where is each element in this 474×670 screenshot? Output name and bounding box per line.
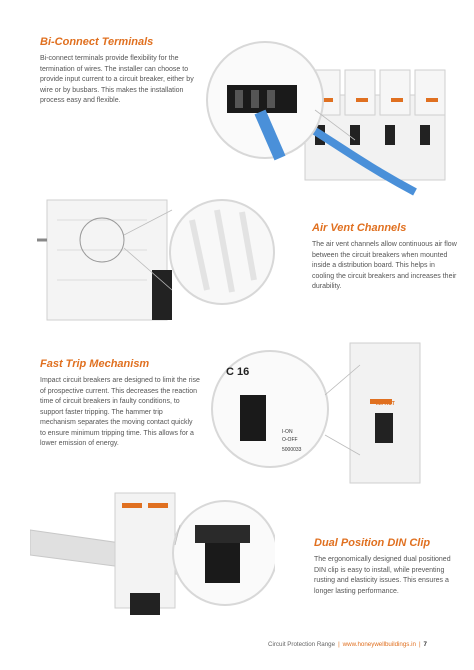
footer-doc-name: Circuit Protection Range: [268, 641, 336, 648]
din-clip-section: [314, 537, 459, 597]
toggle-lever: [240, 395, 266, 441]
air-vent-title: Air Vent Channels: [312, 222, 407, 234]
breaker-row: [305, 70, 445, 180]
on-label: I-ON: [282, 429, 293, 435]
fast-trip-section: [40, 358, 200, 450]
bi-connect-section: [40, 36, 200, 107]
page-footer: Circuit Protection Range | www.honeywellbuildings.in | 7: [268, 641, 427, 648]
fast-trip-body: Impact circuit breakers are designed to limit the rise of prospective current. This decreases the reaction time of circuit breakers in faulty conditions, to support faster tripping. The hammer trip mechanism separates the moving contact quickly to ensure minimum tripping time. This allows for a lower emission of energy.: [40, 377, 200, 447]
bi-connect-title: Bi-Connect Terminals: [40, 36, 154, 48]
fast-trip-mechanism-image: [210, 335, 435, 485]
brand-label: IMPACT: [376, 401, 395, 407]
din-clip-title: Dual Position DIN Clip: [314, 537, 431, 549]
din-clip-body: The ergonomically designed dual positioned DIN clip is easy to install, while preventing rusting and elasticity issues. This ensures a longer lasting performance.: [314, 556, 451, 595]
breaker-side: [47, 200, 167, 320]
footer-url[interactable]: www.honeywellbuildings.in: [342, 641, 416, 648]
rating-label: C 16: [226, 366, 250, 378]
din-clip: [205, 543, 240, 583]
bi-connect-body: Bi-connect terminals provide flexibility for the termination of wires. The installer can choose to provide input current to a circuit breaker, either by wire or by busbars. This makes the installation process easy and flexible.: [40, 55, 194, 104]
page-number: 7: [423, 641, 427, 648]
air-vent-body: The air vent channels allow continuous air flow between the circuit breakers when mounted inside a distribution board. This helps in cooling the circuit breakers and increases their durability.: [312, 241, 457, 290]
fast-trip-title: Fast Trip Mechanism: [40, 358, 150, 370]
double-breaker: [115, 493, 175, 608]
air-vent-channels-image: [32, 180, 277, 340]
air-vent-section: [312, 222, 457, 293]
bi-connect-terminals-image: [205, 40, 455, 200]
off-label: O-OFF: [282, 437, 298, 443]
din-clip-image: [30, 485, 275, 620]
product-code: 5000033: [282, 447, 302, 453]
din-clip-black: [152, 270, 172, 320]
